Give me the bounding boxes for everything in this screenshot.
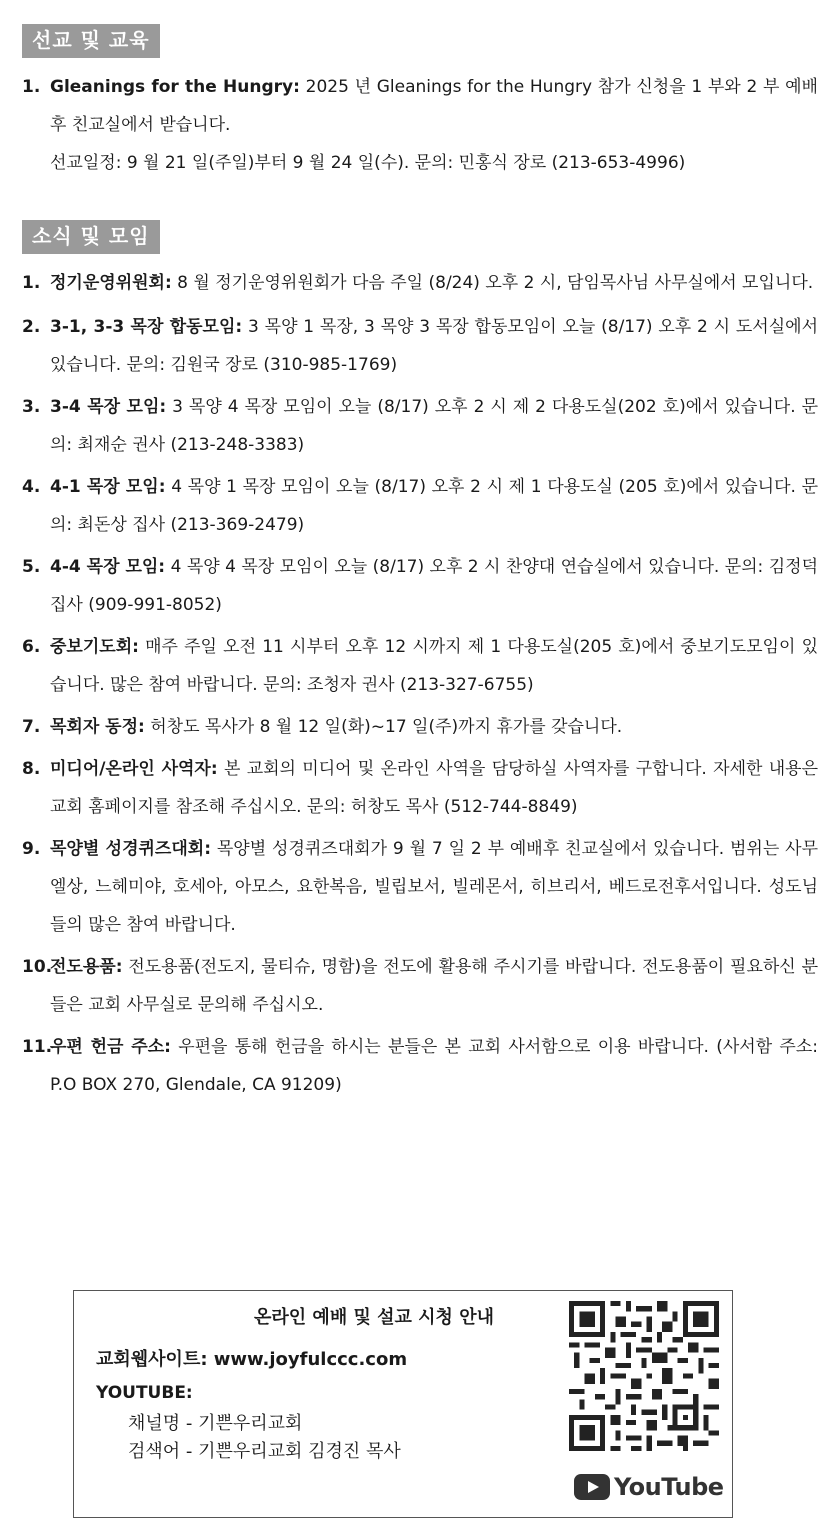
mission-list: [22, 68, 818, 182]
news-list: [22, 264, 818, 1108]
item-number: 4.: [22, 477, 41, 497]
list-item: [22, 468, 818, 544]
list-item: [22, 388, 818, 464]
item-title: 중보기도회:: [50, 637, 139, 657]
list-item: [22, 1028, 818, 1104]
section-tag-news: 소식 및 모임: [22, 220, 160, 254]
list-item: [22, 628, 818, 704]
search-term: 검색어 - 기쁜우리교회 김경진 목사: [128, 1441, 401, 1462]
item-number: 10.: [22, 957, 53, 977]
item-number: 6.: [22, 637, 41, 657]
online-worship-info-box: [73, 1290, 733, 1518]
youtube-logo[interactable]: [574, 1473, 724, 1501]
item-text: 3 목양 1 목장, 3 목양 3 목장 합동모임이 오늘 (8/17) 오후 2 시 도서실에서 있습니다. 문의: 김원국 장로 (310-985-1769): [50, 317, 818, 375]
list-item: [22, 264, 818, 302]
section-tag-mission: 선교 및 교육: [22, 24, 160, 58]
item-number: 5.: [22, 557, 41, 577]
item-text: 본 교회의 미디어 및 온라인 사역을 담당하실 사역자를 구합니다. 자세한 내용은 교회 홈페이지를 참조해 주십시오. 문의: 허창도 목사 (512-744-8849): [50, 759, 818, 817]
channel-name: 채널명 - 기쁜우리교회: [128, 1413, 303, 1434]
item-text: 3 목양 4 목장 모임이 오늘 (8/17) 오후 2 시 제 2 다용도실(202 호)에서 있습니다. 문의: 최재순 권사 (213-248-3383): [50, 397, 818, 455]
qr-code-icon[interactable]: [566, 1301, 722, 1451]
info-box-title: 온라인 예배 및 설교 시청 안내: [254, 1307, 494, 1328]
list-item: [22, 830, 818, 944]
youtube-label: YOUTUBE:: [96, 1383, 193, 1403]
item-text: 4 목양 4 목장 모임이 오늘 (8/17) 오후 2 시 찬양대 연습실에서 있습니다. 문의: 김정덕 집사 (909-991-8052): [50, 557, 818, 615]
item-text: 우편을 통해 헌금을 하시는 분들은 본 교회 사서함으로 이용 바랍니다. (사서함 주소: P.O BOX 270, Glendale, CA 91209): [50, 1037, 818, 1095]
item-title: 목회자 동정:: [50, 717, 145, 737]
item-number: 1.: [22, 77, 41, 97]
item-number: 1.: [22, 273, 41, 293]
item-text: 목양별 성경퀴즈대회가 9 월 7 일 2 부 예배후 친교실에서 있습니다. 범위는 사무엘상, 느헤미야, 호세아, 아모스, 요한복음, 빌립보서, 빌레몬서, 히브리서, 베드로전후서입니다. 성도님들의 많은 참여 바랍니다.: [50, 839, 818, 935]
item-title: 전도용품:: [50, 957, 123, 977]
website-link[interactable]: 교회웹사이트: www.joyfulccc.com: [96, 1349, 408, 1370]
item-title: 우편 헌금 주소:: [50, 1037, 171, 1057]
item-title: 3-4 목장 모임:: [50, 397, 167, 417]
item-title: Gleanings for the Hungry:: [50, 77, 300, 97]
item-number: 8.: [22, 759, 41, 779]
item-title: 목양별 성경퀴즈대회:: [50, 839, 211, 859]
item-number: 3.: [22, 397, 41, 417]
list-item: [22, 708, 818, 746]
item-title: 3-1, 3-3 목장 합동모임:: [50, 317, 243, 337]
item-text: 8 월 정기운영위원회가 다음 주일 (8/24) 오후 2 시, 담임목사님 사무실에서 모입니다.: [171, 273, 814, 293]
item-subtext: 선교일정: 9 월 21 일(주일)부터 9 월 24 일(수). 문의: 민홍식 장로 (213-653-4996): [50, 153, 686, 173]
item-text: 허창도 목사가 8 월 12 일(화)~17 일(주)까지 휴가를 갖습니다.: [144, 717, 623, 737]
item-text: 매주 주일 오전 11 시부터 오후 12 시까지 제 1 다용도실(205 호)에서 중보기도모임이 있습니다. 많은 참여 바랍니다. 문의: 조청자 권사 (213-327-6755): [50, 637, 818, 695]
item-number: 7.: [22, 717, 41, 737]
item-number: 9.: [22, 839, 41, 859]
list-item: [22, 750, 818, 826]
item-title: 미디어/온라인 사역자:: [50, 759, 218, 779]
list-item: [22, 948, 818, 1024]
youtube-play-icon: [574, 1474, 610, 1500]
list-item: [22, 308, 818, 384]
item-number: 11.: [22, 1037, 53, 1057]
item-text: 전도용품(전도지, 물티슈, 명함)을 전도에 활용해 주시기를 바랍니다. 전도용품이 필요하신 분들은 교회 사무실로 문의해 주십시오.: [50, 957, 818, 1015]
item-title: 정기운영위원회:: [50, 273, 172, 293]
item-title: 4-4 목장 모임:: [50, 557, 166, 577]
item-text: 4 목양 1 목장 모임이 오늘 (8/17) 오후 2 시 제 1 다용도실 (205 호)에서 있습니다. 문의: 최돈상 집사 (213-369-2479): [50, 477, 819, 535]
list-item: [22, 548, 818, 624]
item-text: 2025 년 Gleanings for the Hungry 참가 신청을 1 부와 2 부 예배후 친교실에서 받습니다.: [50, 77, 818, 135]
list-item: [22, 68, 818, 182]
youtube-logo-text: YouTube: [614, 1473, 724, 1501]
item-number: 2.: [22, 317, 41, 337]
item-title: 4-1 목장 모임:: [50, 477, 166, 497]
